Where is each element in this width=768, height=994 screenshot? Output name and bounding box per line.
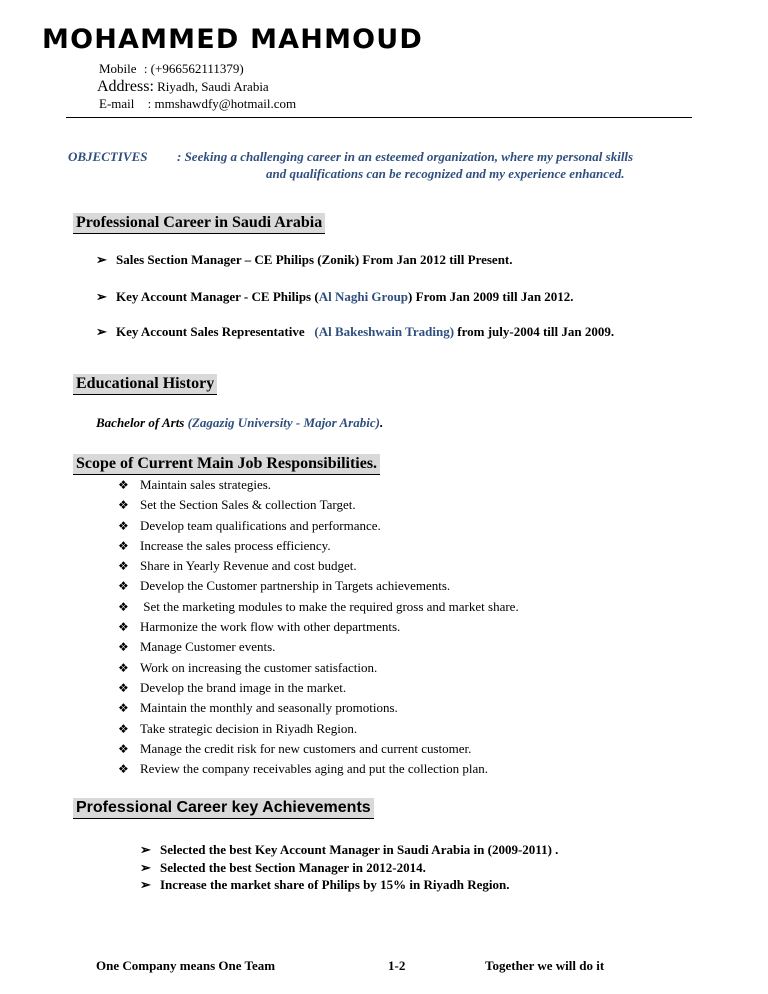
diamond-bullet-icon: ❖	[118, 762, 129, 777]
objectives-line-2: and qualifications can be recognized and my experience enhanced.	[266, 166, 625, 181]
list-item: ❖ Take strategic decision in Riyadh Region.	[118, 719, 519, 739]
list-item: ❖ Share in Yearly Revenue and cost budget.	[118, 556, 519, 576]
responsibilities-list	[118, 475, 519, 779]
list-item: ❖ Work on increasing the customer satisfaction.	[118, 658, 519, 678]
diamond-bullet-icon: ❖	[118, 559, 129, 574]
university: (Zagazig University - Major Arabic)	[187, 415, 380, 430]
degree: Bachelor of Arts	[96, 415, 188, 430]
diamond-bullet-icon: ❖	[118, 701, 129, 716]
list-item: ❖ Harmonize the work flow with other departments.	[118, 617, 519, 637]
list-item: ❖ Maintain the monthly and seasonally promotions.	[118, 698, 519, 718]
list-item: ❖ Increase the sales process efficiency.	[118, 536, 519, 556]
diamond-bullet-icon: ❖	[118, 478, 129, 492]
career-item: ➢ Sales Section Manager – CE Philips (Zonik) From Jan 2012 till Present.	[96, 252, 513, 267]
address-line	[97, 78, 269, 96]
diamond-bullet-icon: ❖	[118, 620, 129, 635]
list-item: ❖ Develop the brand image in the market.	[118, 678, 519, 698]
footer-right: Together we will do it	[485, 958, 605, 973]
responsibilities-section-title: Scope of Current Main Job Responsibilities.	[73, 454, 380, 475]
address-value: Riyadh, Saudi Arabia	[157, 79, 269, 94]
education-entry: Bachelor of Arts (Zagazig University - Major Arabic).	[96, 415, 384, 430]
mobile-value: : (+966562111379)	[143, 61, 244, 76]
diamond-bullet-icon: ❖	[118, 518, 129, 533]
achievements-section-title: Professional Career key Achievements	[73, 798, 374, 819]
diamond-bullet-icon: ❖	[118, 538, 129, 553]
mobile-label: Mobile	[99, 61, 137, 76]
list-item: ❖ Manage Customer events.	[118, 637, 519, 657]
career-item: ➢ Key Account Manager - CE Philips (Al Naghi Group) From Jan 2009 till Jan 2012.	[96, 289, 574, 304]
diamond-bullet-icon: ❖	[118, 680, 129, 695]
arrow-bullet-icon: ➢	[96, 289, 107, 304]
list-item: ❖ Maintain sales strategies.	[118, 475, 519, 495]
email-value: : mmshawdfy@hotmail.com	[147, 96, 297, 111]
arrow-bullet-icon: ➢	[96, 324, 107, 339]
arrow-bullet-icon: ➢	[140, 859, 151, 875]
address-label: Address:	[97, 78, 154, 95]
mobile-line	[99, 61, 244, 77]
objectives-label: OBJECTIVES	[68, 149, 148, 164]
list-item: ❖ Develop the Customer partnership in Targets achievements.	[118, 576, 519, 596]
list-item: ❖ Develop team qualifications and performance.	[118, 516, 519, 536]
email-label: E-mail	[99, 96, 135, 111]
objectives-line-1: : Seeking a challenging career in an esteemed organization, where my personal skills	[177, 149, 634, 164]
arrow-bullet-icon: ➢	[96, 252, 107, 267]
diamond-bullet-icon: ❖	[118, 579, 129, 594]
list-item: ➢ Selected the best Key Account Manager in Saudi Arabia in (2009-2011) .	[140, 842, 559, 857]
list-item: ➢ Selected the best Section Manager in 2012-2014.	[140, 859, 426, 875]
diamond-bullet-icon: ❖	[118, 721, 129, 736]
career-section-title: Professional Career in Saudi Arabia	[73, 213, 325, 234]
diamond-bullet-icon: ❖	[118, 599, 129, 614]
arrow-bullet-icon: ➢	[140, 877, 151, 892]
career-item: ➢ Key Account Sales Representative (Al Bakeshwain Trading) from july-2004 till Jan 2009.	[96, 324, 615, 339]
diamond-bullet-icon: ❖	[118, 640, 129, 655]
education-section-title: Educational History	[73, 374, 217, 395]
list-item: ➢ Increase the market share of Philips by 15% in Riyadh Region.	[140, 877, 510, 892]
diamond-bullet-icon: ❖	[118, 660, 129, 675]
list-item: ❖ Manage the credit risk for new customers and current customer.	[118, 739, 519, 759]
page-number: 1-2	[388, 958, 406, 973]
list-item: ❖ Set the marketing modules to make the required gross and market share.	[118, 597, 519, 617]
list-item: ❖ Set the Section Sales & collection Target.	[118, 495, 519, 515]
footer-left: One Company means One Team	[96, 958, 276, 973]
diamond-bullet-icon: ❖	[118, 741, 129, 756]
arrow-bullet-icon: ➢	[140, 842, 151, 857]
achievements-list	[140, 841, 558, 894]
header-divider	[66, 117, 692, 118]
candidate-name: MOHAMMED MAHMOUD	[42, 24, 424, 55]
diamond-bullet-icon: ❖	[118, 498, 129, 513]
list-item: ❖ Review the company receivables aging and put the collection plan.	[118, 759, 519, 779]
email-line	[99, 96, 296, 112]
